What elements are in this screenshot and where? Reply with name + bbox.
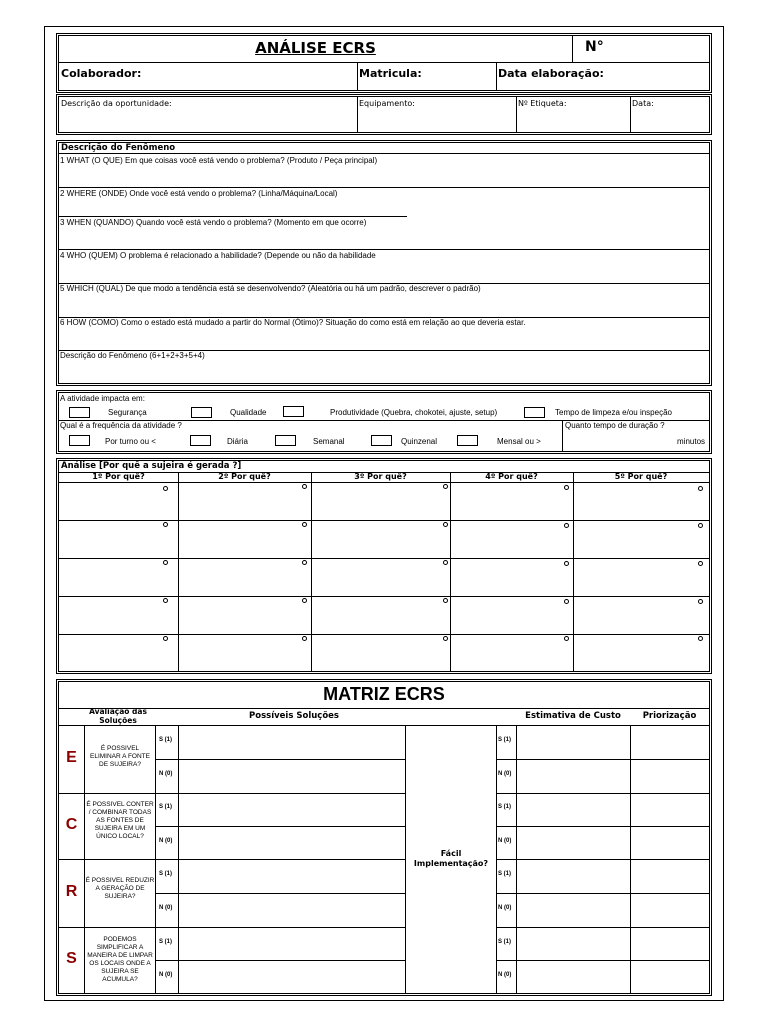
por-turno-label: Por turno ou < — [105, 437, 156, 446]
how-question[interactable]: 6 HOW (COMO) Como o estado está mudado a partir do Normal (Ótimo)? Situação do como está em relação ao que deveria estar. — [60, 318, 526, 327]
semanal-checkbox[interactable] — [275, 435, 296, 446]
fenomeno-title: Descrição do Fenômeno — [61, 143, 176, 153]
ecrs-letter-s: S — [66, 950, 77, 967]
mensal-checkbox[interactable] — [457, 435, 478, 446]
connector-circle — [443, 484, 448, 489]
header-box — [58, 35, 710, 91]
number-field[interactable]: N° — [585, 39, 604, 55]
connector-circle — [163, 522, 168, 527]
quinzenal-checkbox[interactable] — [371, 435, 392, 446]
priorizacao-header: Priorização — [642, 711, 697, 721]
nao-label: N (0) — [498, 905, 512, 911]
sim-label: S (1) — [159, 871, 173, 877]
connector-circle — [302, 522, 307, 527]
descricao-oportunidade-field[interactable]: Descrição da oportunidade: — [61, 99, 172, 108]
nao-label: N (0) — [498, 838, 512, 844]
what-question[interactable]: 1 WHAT (O QUE) Em que coisas você está vendo o problema? (Produto / Peça principal) — [60, 156, 378, 165]
matricula-field[interactable]: Matricula: — [359, 67, 422, 80]
avaliacao-header: Avaliação das Soluções — [89, 707, 147, 725]
sim-label: S (1) — [159, 804, 173, 810]
data-field[interactable]: Data: — [632, 99, 654, 108]
colaborador-field[interactable]: Colaborador: — [61, 67, 142, 80]
connector-circle — [698, 523, 703, 528]
sim-label: S (1) — [498, 871, 512, 877]
produtividade-label: Produtividade (Quebra, chokotei, ajuste, setup) — [330, 408, 498, 417]
nao-label: N (0) — [159, 905, 173, 911]
porques-box — [58, 460, 710, 672]
seguranca-checkbox[interactable] — [69, 407, 90, 418]
connector-circle — [564, 485, 569, 490]
matriz-box — [58, 681, 710, 994]
por-turno-checkbox[interactable] — [69, 435, 90, 446]
connector-circle — [302, 598, 307, 603]
custo-header: Estimativa de Custo — [525, 711, 621, 721]
ecrs-letter-c: C — [65, 816, 78, 833]
sim-label: S (1) — [498, 737, 512, 743]
connector-circle — [443, 560, 448, 565]
nao-label: N (0) — [498, 771, 512, 777]
duracao-unit: minutos — [677, 437, 706, 446]
sim-label: S (1) — [159, 939, 173, 945]
frequencia-label: Qual é a frequência da atividade ? — [60, 421, 182, 430]
porque-col-2: 2º Por quê? — [218, 472, 271, 481]
ecrs-question-r: É POSSIVEL REDUZIR A GERAÇÃO DE SUJEIRA? — [85, 877, 155, 900]
mensal-label: Mensal ou > — [497, 437, 541, 446]
tempo-limpeza-checkbox[interactable] — [524, 407, 545, 418]
diaria-checkbox[interactable] — [190, 435, 211, 446]
connector-circle — [564, 561, 569, 566]
connector-circle — [302, 636, 307, 641]
facil-implementacao: Fácil Implementação? — [413, 849, 489, 868]
connector-circle — [564, 636, 569, 641]
duracao-label: Quanto tempo de duração ? — [565, 421, 665, 430]
who-question[interactable]: 4 WHO (QUEM) O problema é relacionado a habilidade? (Depende ou não da habilidade — [60, 251, 376, 260]
equipamento-field[interactable]: Equipamento: — [359, 99, 415, 108]
produtividade-checkbox[interactable] — [283, 406, 304, 417]
sim-label: S (1) — [159, 737, 173, 743]
nao-label: N (0) — [159, 972, 173, 978]
data-elaboracao-field[interactable]: Data elaboração: — [498, 67, 604, 80]
info-box — [58, 96, 710, 133]
impacta-label: A atividade impacta em: — [60, 394, 145, 403]
tempo-limpeza-label: Tempo de limpeza e/ou inspeção — [555, 408, 672, 417]
quinzenal-label: Quinzenal — [401, 437, 438, 446]
which-question[interactable]: 5 WHICH (QUAL) De que modo a tendência está se desenvolvendo? (Aleatória ou há um padrão, descrever o padrão) — [60, 284, 481, 293]
ecrs-question-e: É POSSIVEL ELIMINAR A FONTE DE SUJEIRA? — [90, 745, 150, 768]
sim-label: S (1) — [498, 939, 512, 945]
etiqueta-field[interactable]: Nº Etiqueta: — [518, 99, 567, 108]
qualidade-checkbox[interactable] — [191, 407, 212, 418]
ecrs-question-c: É POSSIVEL CONTER / COMBINAR TODAS AS FONTES DE SUJEIRA EM UM ÚNICO LOCAL? — [86, 801, 154, 840]
connector-circle — [302, 560, 307, 565]
connector-circle — [564, 599, 569, 604]
where-question[interactable]: 2 WHERE (ONDE) Onde você está vendo o problema? (Linha/Máquina/Local) — [60, 189, 338, 198]
connector-circle — [163, 560, 168, 565]
porques-title: Análise [Por quê a sujeira é gerada ?] — [61, 461, 242, 471]
when-question[interactable]: 3 WHEN (QUANDO) Quando você está vendo o problema? (Momento em que ocorre) — [60, 218, 367, 227]
connector-circle — [302, 484, 307, 489]
form-page — [44, 26, 724, 1001]
nao-label: N (0) — [159, 838, 173, 844]
porque-col-4: 4º Por quê? — [485, 472, 538, 481]
seguranca-label: Segurança — [108, 408, 147, 417]
semanal-label: Semanal — [313, 437, 345, 446]
solucoes-header: Possíveis Soluções — [249, 711, 339, 721]
connector-circle — [163, 486, 168, 491]
matriz-title: MATRIZ ECRS — [323, 684, 445, 704]
nao-label: N (0) — [498, 972, 512, 978]
sim-label: S (1) — [498, 804, 512, 810]
fenomeno-box — [58, 142, 710, 384]
ecrs-letter-e: E — [66, 749, 77, 766]
porque-col-3: 3º Por quê? — [354, 472, 407, 481]
connector-circle — [443, 636, 448, 641]
connector-circle — [698, 486, 703, 491]
connector-circle — [163, 598, 168, 603]
ecrs-letter-r: R — [65, 883, 78, 900]
qualidade-label: Qualidade — [230, 408, 267, 417]
porque-col-1: 1º Por quê? — [92, 472, 145, 481]
porque-col-5: 5º Por quê? — [614, 472, 668, 481]
fenomeno-summary[interactable]: Descrição do Fenômeno (6+1+2+3+5+4) — [60, 351, 205, 360]
connector-circle — [564, 523, 569, 528]
connector-circle — [698, 561, 703, 566]
connector-circle — [443, 522, 448, 527]
connector-circle — [698, 599, 703, 604]
connector-circle — [163, 636, 168, 641]
nao-label: N (0) — [159, 771, 173, 777]
page-title: ANÁLISE ECRS — [255, 39, 376, 57]
diaria-label: Diária — [227, 437, 248, 446]
ecrs-question-s: PODEMOS SIMPLIFICAR A MANEIRA DE LIMPAR OS LOCAIS ONDE A SUJEIRA SE ACUMULA? — [87, 936, 153, 983]
atividade-box — [58, 392, 710, 452]
connector-circle — [698, 636, 703, 641]
connector-circle — [443, 598, 448, 603]
